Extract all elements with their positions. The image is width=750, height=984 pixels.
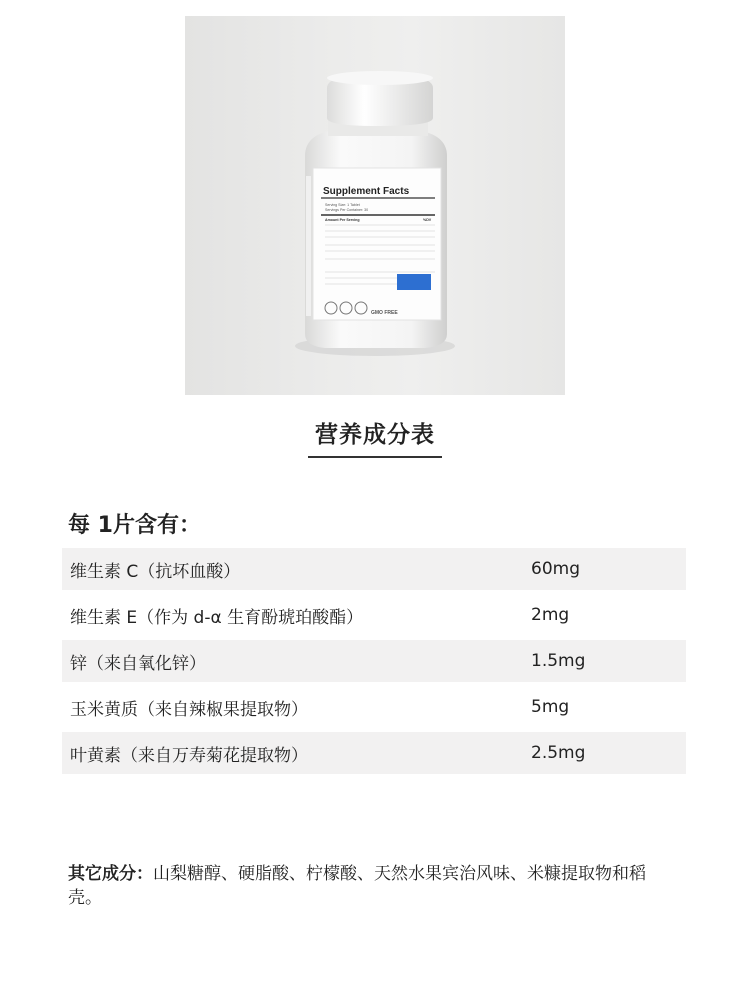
label-amount-per-serving: Amount Per Serving [325, 218, 360, 222]
other-ingredients [68, 862, 678, 910]
table-row [62, 732, 686, 774]
table-row [62, 686, 686, 728]
nutrient-name: 维生素 E（作为 d-α 生育酚琥珀酸酯） [70, 607, 364, 628]
nutrient-amount: 2.5mg [531, 743, 586, 763]
nutrient-amount: 60mg [531, 559, 580, 579]
other-ingredients-label: 其它成分： [68, 864, 153, 884]
label-heading: Supplement Facts [323, 186, 410, 197]
table-row [62, 594, 686, 636]
label-servings-per-container: Servings Per Container: 30 [325, 208, 369, 212]
nutrient-amount: 2mg [531, 605, 570, 625]
nutrient-name: 锌（来自氧化锌） [70, 653, 206, 674]
nutrient-table [62, 548, 686, 778]
label-serving-size: Serving Size: 1 Tablet [325, 203, 360, 207]
section-title: 营养成分表 [315, 422, 435, 448]
label-dv: %DV [423, 218, 432, 222]
table-row [62, 548, 686, 590]
product-photo [185, 16, 565, 395]
table-row [62, 640, 686, 682]
nutrient-name: 维生素 C（抗坏血酸） [70, 561, 241, 582]
title-underline [308, 456, 442, 458]
nutrient-amount: 5mg [531, 697, 570, 717]
nutrient-name: 玉米黄质（来自辣椒果提取物） [70, 699, 308, 720]
per-serving-heading: 每 1片含有： [68, 513, 201, 538]
nutrient-amount: 1.5mg [531, 651, 586, 671]
nutrient-name: 叶黄素（来自万寿菊花提取物） [70, 745, 308, 766]
supplement-bottle-illustration [185, 16, 565, 395]
label-gmo-badge: GMO FREE [371, 310, 398, 316]
other-ingredients-text: 山梨糖醇、硬脂酸、柠檬酸、天然水果宾治风味、米糠提取物和稻壳。 [68, 864, 646, 908]
